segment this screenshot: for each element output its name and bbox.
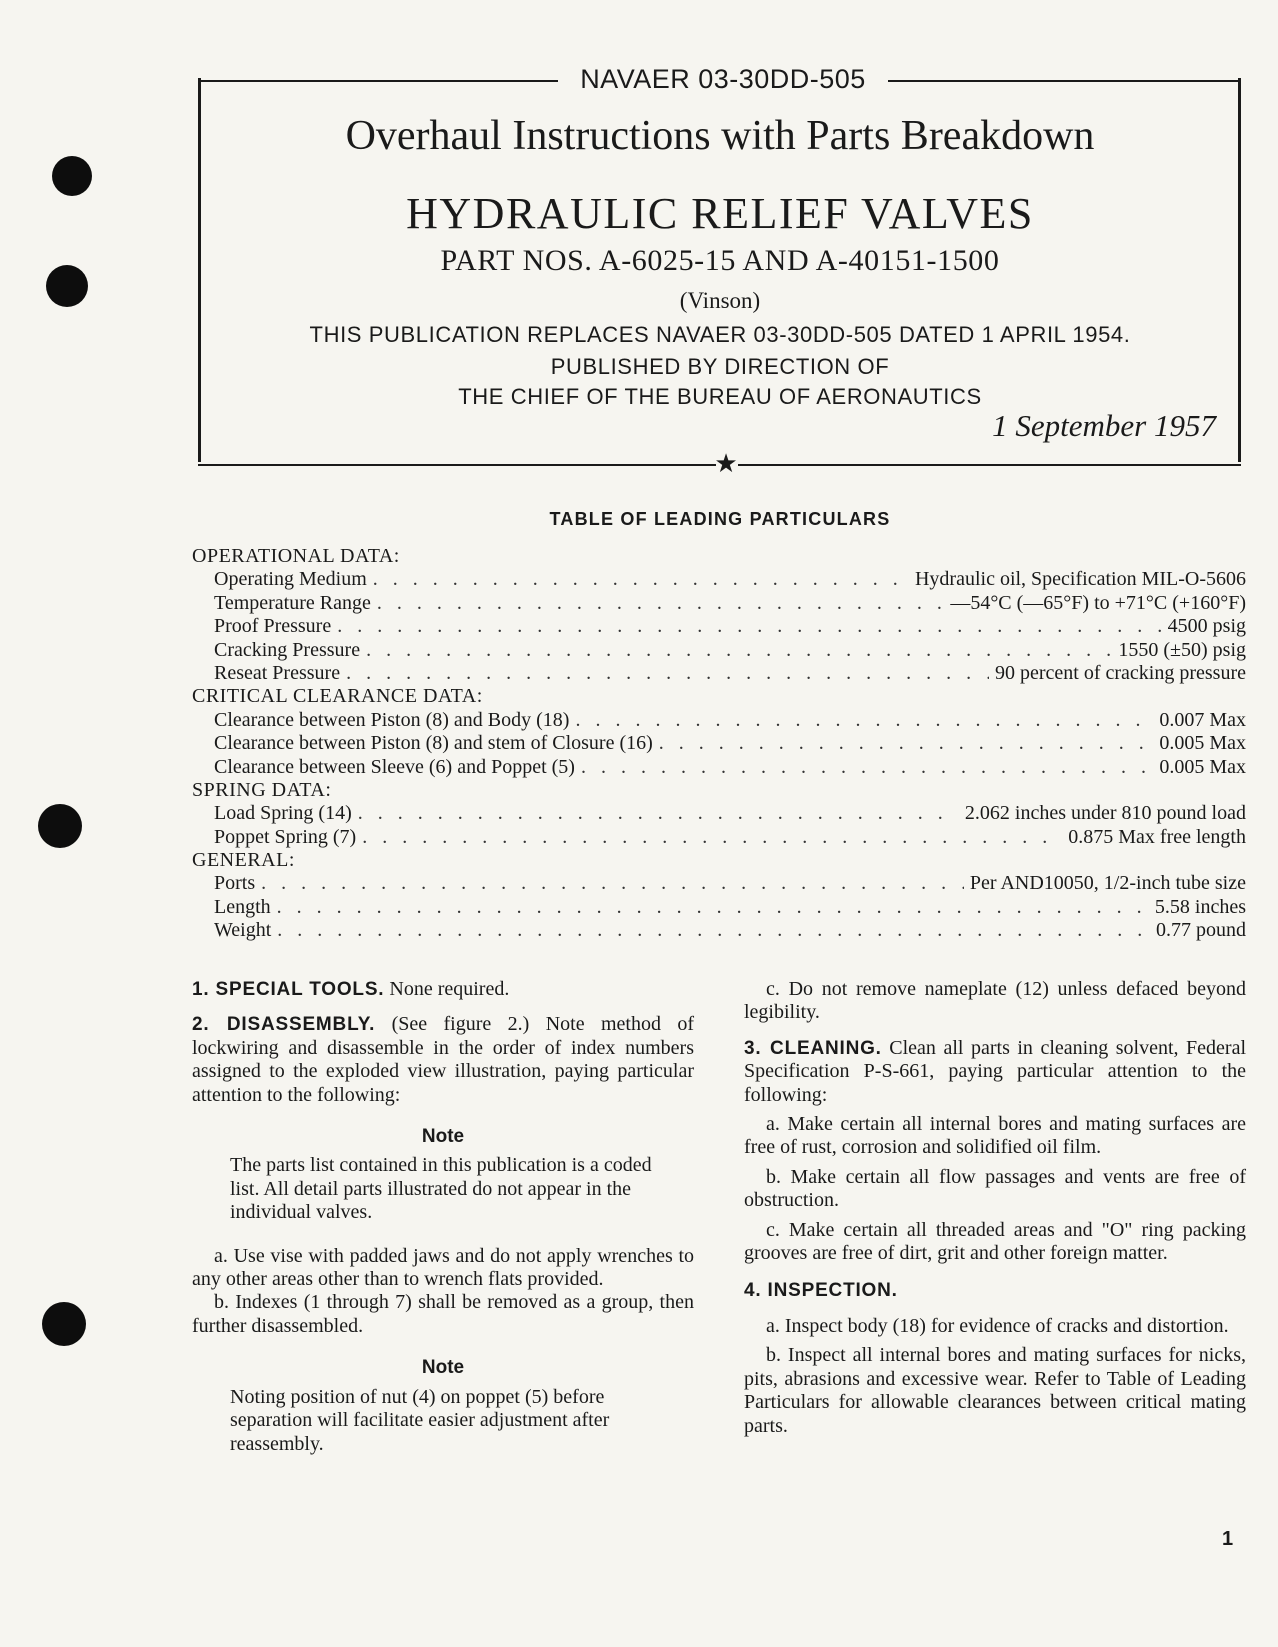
row-label: Poppet Spring (7) <box>214 825 357 848</box>
table-row <box>192 802 1246 825</box>
section-heading: 1. SPECIAL TOOLS. <box>192 979 385 1000</box>
row-value: 0.005 Max <box>1159 755 1246 778</box>
section-text: Clean all parts in cleaning solvent, Federal Specification P-S-661, paying particular attention to the following: <box>744 1036 1246 1106</box>
header-rule-bottom-left <box>198 464 716 466</box>
table-row <box>192 756 1246 779</box>
list-item: a. Inspect body (18) for evidence of cracks and distortion. <box>766 1314 1229 1337</box>
table-row <box>192 896 1246 919</box>
section-text: (See figure 2.) Note method of lockwiring and disassemble in the order of index numbers assigned to the exploded view illustration, paying particular attention to the following: <box>192 1013 694 1106</box>
note-body: Noting position of nut (4) on poppet (5) before separation will facilitate easier adjustment after reassembly. <box>230 1385 610 1455</box>
published-by-line-1: PUBLISHED BY DIRECTION OF <box>550 354 890 379</box>
dot-leader <box>337 615 1161 638</box>
table-row <box>192 919 1246 942</box>
list-item: c. Do not remove nameplate (12) unless defaced beyond legibility. <box>744 978 1246 1024</box>
row-value: 4500 psig <box>1167 615 1246 638</box>
dot-leader <box>373 568 909 591</box>
published-by-line-2: THE CHIEF OF THE BUREAU OF AERONAUTICS <box>458 384 982 409</box>
header-rule-top-left <box>198 80 558 82</box>
row-label: Weight <box>214 919 272 942</box>
dot-leader <box>659 732 1154 755</box>
list-item: a. Make certain all internal bores and mating surfaces are free of rust, corrosion and solidified oil film. <box>744 1113 1246 1159</box>
row-value: 0.77 pound <box>1156 919 1246 942</box>
dot-leader <box>346 662 989 685</box>
header-rule-bottom-right <box>738 464 1241 466</box>
publication-date: 1 September 1957 <box>992 408 1216 443</box>
list-item: c. Make certain all threaded areas and "O" ring packing grooves are free of dirt, grit and other foreign matter. <box>744 1218 1246 1265</box>
table-row <box>192 826 1246 849</box>
dot-leader <box>277 896 1149 919</box>
note-title: Note <box>421 1357 465 1379</box>
row-value: 1550 (±50) psig <box>1118 638 1246 661</box>
star-icon: ★ <box>714 449 738 478</box>
row-label: Reseat Pressure <box>214 661 341 684</box>
dot-leader <box>277 919 1150 942</box>
group-title-operational: OPERATIONAL DATA: <box>192 545 400 567</box>
row-label: Clearance between Piston (8) and stem of Closure (16) <box>214 732 653 755</box>
section-inspection <box>744 1279 1246 1302</box>
dot-leader <box>261 872 964 895</box>
dot-leader <box>362 826 1062 849</box>
note-title: Note <box>421 1126 465 1148</box>
list-item: a. Use vise with padded jaws and do not apply wrenches to any other areas other than to wrench flats provided. <box>192 1244 694 1291</box>
row-value: —54°C (—65°F) to +71°C (+160°F) <box>950 591 1246 614</box>
punch-hole-4 <box>42 1302 86 1346</box>
replaces-notice: THIS PUBLICATION REPLACES NAVAER 03-30DD-505 DATED 1 APRIL 1954. <box>309 322 1131 347</box>
row-value: 0.007 Max <box>1159 708 1246 731</box>
group-title-clearance: CRITICAL CLEARANCE DATA: <box>192 685 483 708</box>
punch-hole-2 <box>46 265 88 307</box>
row-value: 5.58 inches <box>1154 895 1246 918</box>
section-heading: 4. INSPECTION. <box>744 1280 898 1302</box>
row-label: Proof Pressure <box>214 615 332 638</box>
header-rule-top-right <box>888 80 1241 82</box>
table-row <box>192 732 1246 755</box>
table-row <box>192 872 1246 895</box>
section-heading: 2. DISASSEMBLY. <box>192 1014 376 1036</box>
list-item: b. Make certain all flow passages and vents are free of obstruction. <box>744 1165 1246 1212</box>
dot-leader <box>358 802 959 825</box>
group-title-spring: SPRING DATA: <box>192 778 332 801</box>
section-heading: 3. CLEANING. <box>744 1037 882 1059</box>
row-label: Length <box>214 895 271 918</box>
dot-leader <box>377 592 944 615</box>
row-label: Clearance between Piston (8) and Body (18) <box>214 708 570 731</box>
row-value: 2.062 inches under 810 pound load <box>964 802 1246 825</box>
row-value: 0.875 Max free length <box>1068 825 1246 848</box>
list-item: b. Indexes (1 through 7) shall be removed as a group, then further disassembled. <box>192 1291 694 1337</box>
row-label: Ports <box>214 872 256 895</box>
document-number: NAVAER 03-30DD-505 <box>580 64 866 94</box>
table-row <box>192 568 1246 591</box>
section-disassembly <box>192 1013 694 1107</box>
table-row <box>192 592 1246 615</box>
row-value: Hydraulic oil, Specification MIL-O-5606 <box>914 568 1246 591</box>
part-numbers: PART NOS. A-6025-15 AND A-40151-1500 <box>440 244 1000 277</box>
page-number: 1 <box>1222 1528 1234 1550</box>
punch-hole-1 <box>52 156 92 196</box>
table-heading: TABLE OF LEADING PARTICULARS <box>549 509 891 529</box>
dot-leader <box>366 639 1112 662</box>
left-column <box>192 978 694 1456</box>
row-label: Clearance between Sleeve (6) and Poppet (5) <box>214 755 575 778</box>
row-label: Operating Medium <box>214 568 367 591</box>
leading-particulars-table <box>192 545 1246 943</box>
table-row <box>192 709 1246 732</box>
row-value: Per AND10050, 1/2-inch tube size <box>969 872 1246 895</box>
row-label: Temperature Range <box>214 591 371 614</box>
dot-leader <box>575 709 1153 732</box>
document-title: Overhaul Instructions with Parts Breakdown <box>345 113 1095 159</box>
section-cleaning <box>744 1037 1246 1107</box>
right-column <box>744 978 1246 1438</box>
row-label: Cracking Pressure <box>214 638 361 661</box>
dot-leader <box>581 756 1153 779</box>
manufacturer: (Vinson) <box>679 288 761 313</box>
row-value: 0.005 Max <box>1159 732 1246 755</box>
table-row <box>192 662 1246 685</box>
section-text: None required. <box>389 978 510 1000</box>
row-label: Load Spring (14) <box>214 802 352 825</box>
section-special-tools <box>192 978 694 1001</box>
note-body: The parts list contained in this publication is a coded list. All detail parts illustrated do not appear in the individual valves. <box>230 1154 652 1224</box>
document-subject: HYDRAULIC RELIEF VALVES <box>406 189 1034 238</box>
row-value: 90 percent of cracking pressure <box>995 661 1246 684</box>
table-row <box>192 639 1246 662</box>
table-row <box>192 615 1246 638</box>
punch-hole-3 <box>38 804 82 848</box>
list-item: b. Inspect all internal bores and mating surfaces for nicks, pits, abrasions and excessive wear. Refer to Table of Leading Particulars for allowable clearances between critical mating parts. <box>744 1344 1246 1437</box>
group-title-general: GENERAL: <box>192 849 295 872</box>
